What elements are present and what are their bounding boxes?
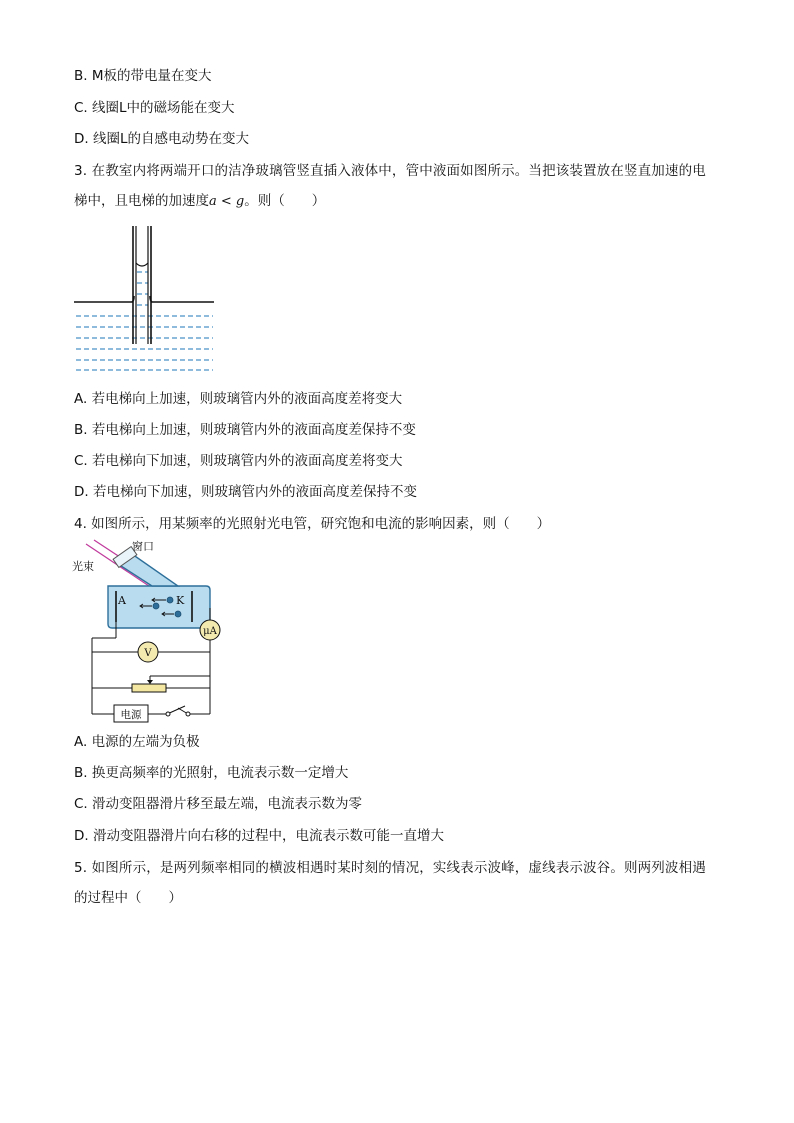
voltmeter-label: V bbox=[144, 648, 152, 659]
option-c-q3: C. 若电梯向下加速，则玻璃管内外的液面高度差将变大 bbox=[74, 453, 403, 469]
option-d-q2: D. 线圈L的自感电动势在变大 bbox=[74, 131, 249, 147]
option-d-q3: D. 若电梯向下加速，则玻璃管内外的液面高度差保持不变 bbox=[74, 484, 417, 500]
rheostat bbox=[132, 684, 166, 692]
option-b-q3: B. 若电梯向上加速，则玻璃管内外的液面高度差保持不变 bbox=[74, 422, 416, 438]
cathode-label: K bbox=[176, 594, 185, 607]
question-5-stem-cont: 的过程中（ ） bbox=[74, 890, 182, 906]
question-3-stem-cont bbox=[74, 192, 325, 211]
question-4-stem: 4. 如图所示，用某频率的光照射光电管，研究饱和电流的影响因素，则（ ） bbox=[74, 516, 551, 532]
rheostat-slider-arrow bbox=[147, 680, 153, 684]
anode-label: A bbox=[118, 594, 126, 607]
window-label: 窗口 bbox=[132, 540, 154, 553]
option-a-q4: A. 电源的左端为负极 bbox=[74, 734, 200, 750]
option-b-q4: B. 换更高频率的光照射，电流表示数一定增大 bbox=[74, 765, 349, 781]
option-c-q4: C. 滑动变阻器滑片移至最左端，电流表示数为零 bbox=[74, 796, 363, 812]
option-a-q3: A. 若电梯向上加速，则玻璃管内外的液面高度差将变大 bbox=[74, 391, 403, 407]
power-source-label: 电源 bbox=[120, 709, 142, 721]
outer-liquid-surface bbox=[74, 296, 214, 302]
option-c-q2: C. 线圈L中的磁场能在变大 bbox=[74, 100, 235, 116]
question-3-stem: 3. 在教室内将两端开口的洁净玻璃管竖直插入液体中，管中液面如图所示。当把该装置放在竖直加速的电 bbox=[74, 163, 706, 179]
question-5-stem: 5. 如图所示，是两列频率相同的横波相遇时某时刻的情况，实线表示波峰，虚线表示波谷。则两列波相遇 bbox=[74, 860, 706, 876]
meniscus bbox=[136, 263, 148, 266]
liquid-surface-lines bbox=[76, 272, 213, 370]
beam-label: 光束 bbox=[72, 560, 94, 573]
option-d-q4: D. 滑动变阻器滑片向右移的过程中，电流表示数可能一直增大 bbox=[74, 828, 444, 844]
acceleration-condition: a < g bbox=[209, 194, 245, 209]
q3-stem-prefix: 梯中，且电梯的加速度 bbox=[74, 193, 209, 209]
figure-photoelectric-circuit bbox=[70, 538, 230, 724]
figure-capillary-tube bbox=[70, 222, 220, 378]
option-b-q2: B. M板的带电量在变大 bbox=[74, 68, 212, 84]
q3-stem-suffix: 。则（ ） bbox=[244, 193, 326, 209]
microammeter-label: μA bbox=[203, 626, 217, 637]
switch bbox=[166, 706, 190, 716]
